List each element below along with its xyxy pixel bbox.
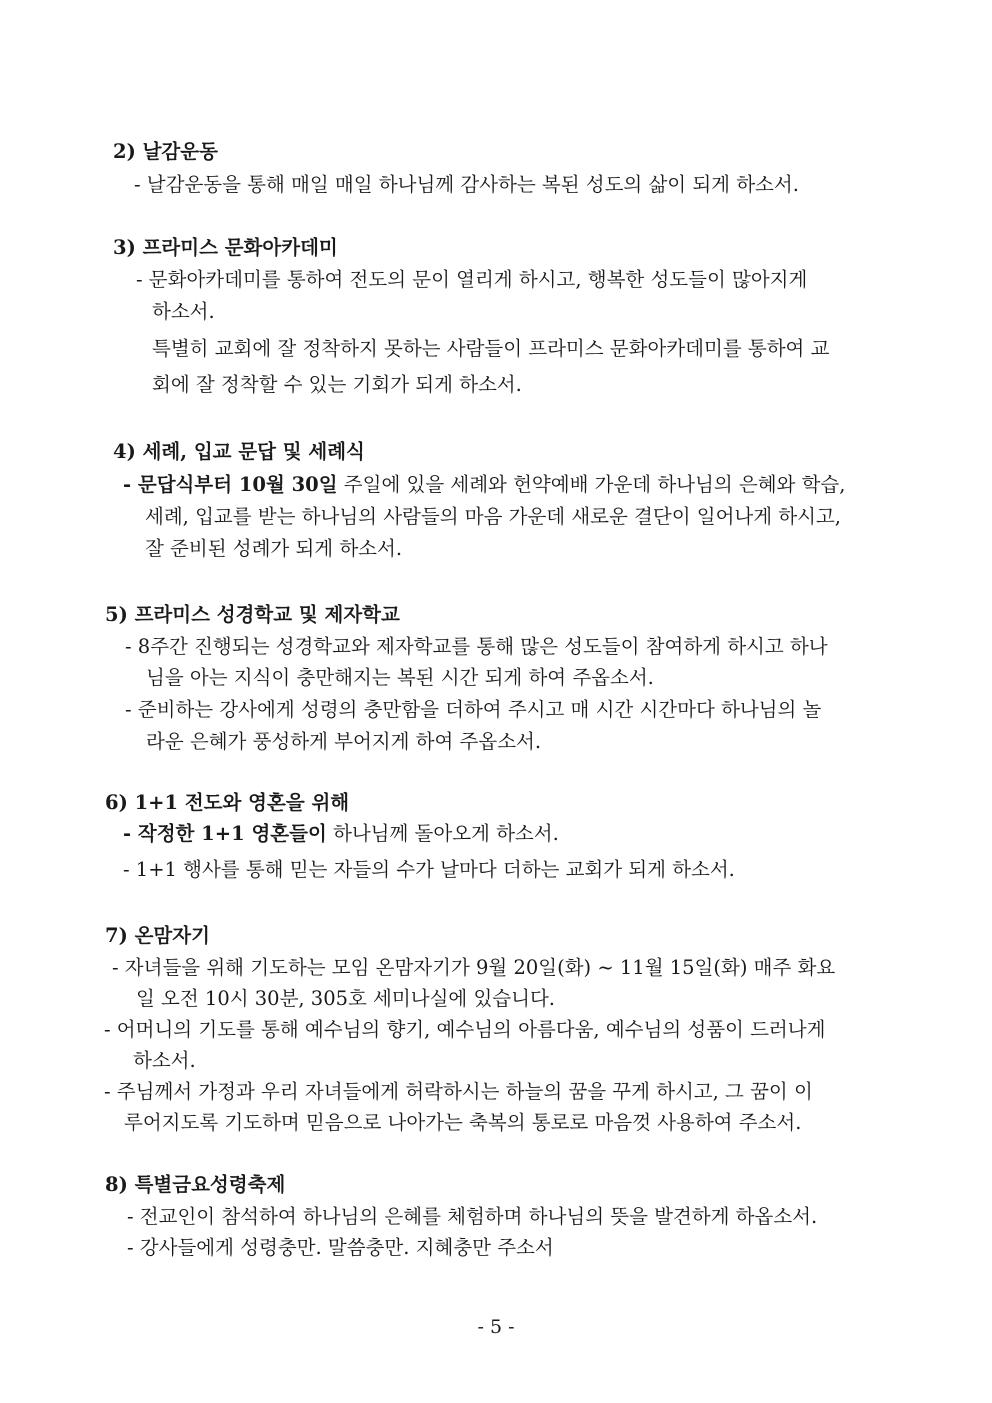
- section-text-line: - 자녀들을 위해 기도하는 모임 온맘자기가 9월 20일(화) ~ 11월 15일(화) 매주 화요: [112, 956, 836, 979]
- section-text-line: 세례, 입교를 받는 하나님의 사람들의 마음 가운데 새로운 결단이 일어나게 하시고,: [145, 505, 842, 528]
- section-text-line: - 문화아카데미를 통하여 전도의 문이 열리게 하시고, 행복한 성도들이 많아지게: [136, 268, 808, 291]
- section-text-line: [123, 822, 559, 846]
- section-heading: 8) 특별금요성령축제: [105, 1173, 286, 1196]
- section-text: 주일에 있을 세례와 헌약예배 가운데 하나님의 은혜와 학습,: [337, 473, 846, 496]
- section-heading: 3) 프라미스 문화아카데미: [113, 236, 338, 259]
- section-text-line: 특별히 교회에 잘 정착하지 못하는 사람들이 프라미스 문화아카데미를 통하여 교: [152, 337, 830, 360]
- section-heading: 7) 온맘자기: [105, 924, 210, 947]
- section-text-line: 일 오전 10시 30분, 305호 세미나실에 있습니다.: [136, 987, 555, 1010]
- emphasis-text: - 문답식부터 10월 30일: [123, 473, 338, 496]
- emphasis-text: - 작정한 1+1 영혼들이: [123, 822, 327, 845]
- section-text-line: 루어지도록 기도하며 믿음으로 나아가는 축복의 통로로 마음껏 사용하여 주소서.: [124, 1111, 802, 1134]
- section-text-line: 님을 아는 지식이 충만해지는 복된 시간 되게 하여 주옵소서.: [146, 666, 654, 689]
- section-heading: 2) 날감운동: [113, 140, 218, 163]
- section-text-line: - 8주간 진행되는 성경학교와 제자학교를 통해 많은 성도들이 참여하게 하시고 하나: [125, 635, 828, 658]
- section-heading: 6) 1+1 전도와 영혼을 위해: [105, 791, 350, 814]
- section-text-line: - 강사들에게 성령충만. 말씀충만. 지혜충만 주소서: [127, 1236, 554, 1259]
- section-text-line: - 어머니의 기도를 통해 예수님의 향기, 예수님의 아름다움, 예수님의 성품이 드러나게: [104, 1018, 826, 1041]
- section-text-line: 회에 잘 정착할 수 있는 기회가 되게 하소서.: [152, 373, 522, 396]
- section-text-line: - 전교인이 참석하여 하나님의 은혜를 체험하며 하나님의 뜻을 발견하게 하옵소서.: [127, 1205, 818, 1228]
- section-text-line: 하소서.: [133, 1049, 196, 1072]
- section-text-line: 하소서.: [152, 300, 215, 323]
- section-text-line: [123, 473, 845, 497]
- section-text-line: - 주님께서 가정과 우리 자녀들에게 허락하시는 하늘의 꿈을 꾸게 하시고, 그 꿈이 이: [104, 1080, 813, 1103]
- section-text-line: 잘 준비된 성례가 되게 하소서.: [145, 537, 403, 560]
- page-number: - 5 -: [477, 1316, 515, 1338]
- section-text-line: 라운 은혜가 풍성하게 부어지게 하여 주옵소서.: [146, 730, 542, 753]
- section-text-line: - 준비하는 강사에게 성령의 충만함을 더하여 주시고 매 시간 시간마다 하나님의 놀: [125, 698, 822, 721]
- section-heading: 4) 세례, 입교 문답 및 세례식: [113, 440, 365, 463]
- section-heading: 5) 프라미스 성경학교 및 제자학교: [105, 603, 400, 626]
- section-text: 하나님께 돌아오게 하소서.: [326, 822, 559, 845]
- section-text-line: - 1+1 행사를 통해 믿는 자들의 수가 날마다 더하는 교회가 되게 하소서.: [123, 858, 735, 881]
- section-text-line: - 날감운동을 통해 매일 매일 하나님께 감사하는 복된 성도의 삶이 되게 하소서.: [134, 173, 799, 196]
